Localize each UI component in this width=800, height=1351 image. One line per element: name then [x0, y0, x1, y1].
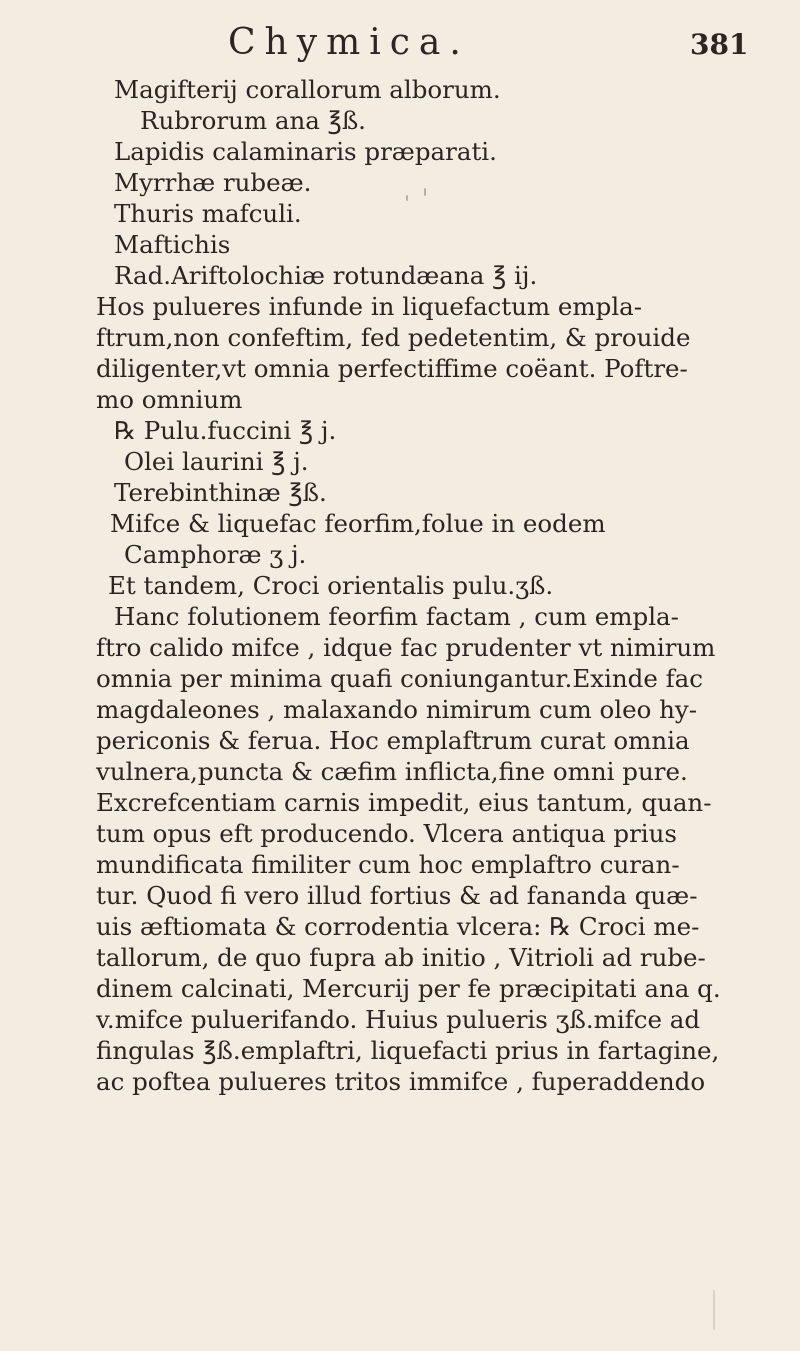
text-line: vulnera,puncta & cæfim inflicta,fine omni pure. — [96, 757, 688, 786]
text-line: periconis & ferua. Hoc emplaftrum curat omnia — [96, 726, 690, 755]
text-line: Maftichis — [114, 230, 231, 259]
print-speck — [713, 1290, 715, 1330]
text-line: diligenter,vt omnia perfectiffime coëant. Poftre- — [96, 354, 688, 383]
page-header — [0, 20, 800, 70]
text-line: tallorum, de quo fupra ab initio , Vitrioli ad rube- — [96, 943, 706, 972]
text-line: Rubrorum ana ℥ß. — [140, 106, 366, 135]
text-line: Magifterij corallorum alborum. — [114, 75, 501, 104]
text-line: v.mifce puluerifando. Huius pulueris ʒß.mifce ad — [96, 1005, 701, 1034]
text-line: ac poftea pulueres tritos immifce , fuperaddendo — [96, 1067, 706, 1096]
body-text — [96, 74, 782, 1097]
text-line: tur. Quod fi vero illud fortius & ad fananda quæ- — [96, 881, 698, 910]
text-line: ftro calido mifce , idque fac prudenter vt nimirum — [96, 633, 716, 662]
text-line: Hanc folutionem feorfim factam , cum empla- — [114, 602, 679, 631]
text-line: Rad.Ariftolochiæ rotundæana ℥ ij. — [114, 261, 538, 290]
page-number: 381 — [690, 28, 749, 61]
text-line: Thuris mafculi. — [114, 199, 302, 228]
text-line: Et tandem, Croci orientalis pulu.ʒß. — [108, 571, 554, 600]
text-line: mo omnium — [96, 385, 243, 414]
text-line: Lapidis calaminaris præparati. — [114, 137, 497, 166]
text-line: Terebinthinæ ℥ß. — [114, 478, 327, 507]
text-line: Myrrhæ rubeæ. — [114, 168, 312, 197]
text-line: Mifce & liquefac feorfim,folue in eodem — [110, 509, 606, 538]
text-line: mundificata fimiliter cum hoc emplaftro curan- — [96, 850, 680, 879]
print-speck — [424, 188, 426, 196]
text-line: magdaleones , malaxando nimirum cum oleo hy- — [96, 695, 698, 724]
text-line: Camphoræ ʒ j. — [124, 540, 307, 569]
text-line: Olei laurini ℥ j. — [124, 447, 309, 476]
text-line: dinem calcinati, Mercurij per fe præcipitati ana q. — [96, 974, 721, 1003]
text-line: uis æftiomata & corrodentia vlcera: ℞ Croci me- — [96, 912, 700, 941]
print-speck — [406, 195, 408, 201]
text-line: omnia per minima quafi coniungantur.Exinde fac — [96, 664, 704, 693]
text-line: Excrefcentiam carnis impedit, eius tantum, quan- — [96, 788, 712, 817]
text-line: fingulas ℥ß.emplaftri, liquefacti prius in fartagine, — [96, 1036, 720, 1065]
text-line: ftrum,non confeftim, fed pedetentim, & prouide — [96, 323, 691, 352]
text-line: tum opus eft producendo. Vlcera antiqua prius — [96, 819, 677, 848]
running-head: Chymica. — [228, 22, 470, 63]
text-line: ℞ Pulu.fuccini ℥ j. — [114, 416, 337, 445]
text-line: Hos pulueres infunde in liquefactum empla- — [96, 292, 643, 321]
